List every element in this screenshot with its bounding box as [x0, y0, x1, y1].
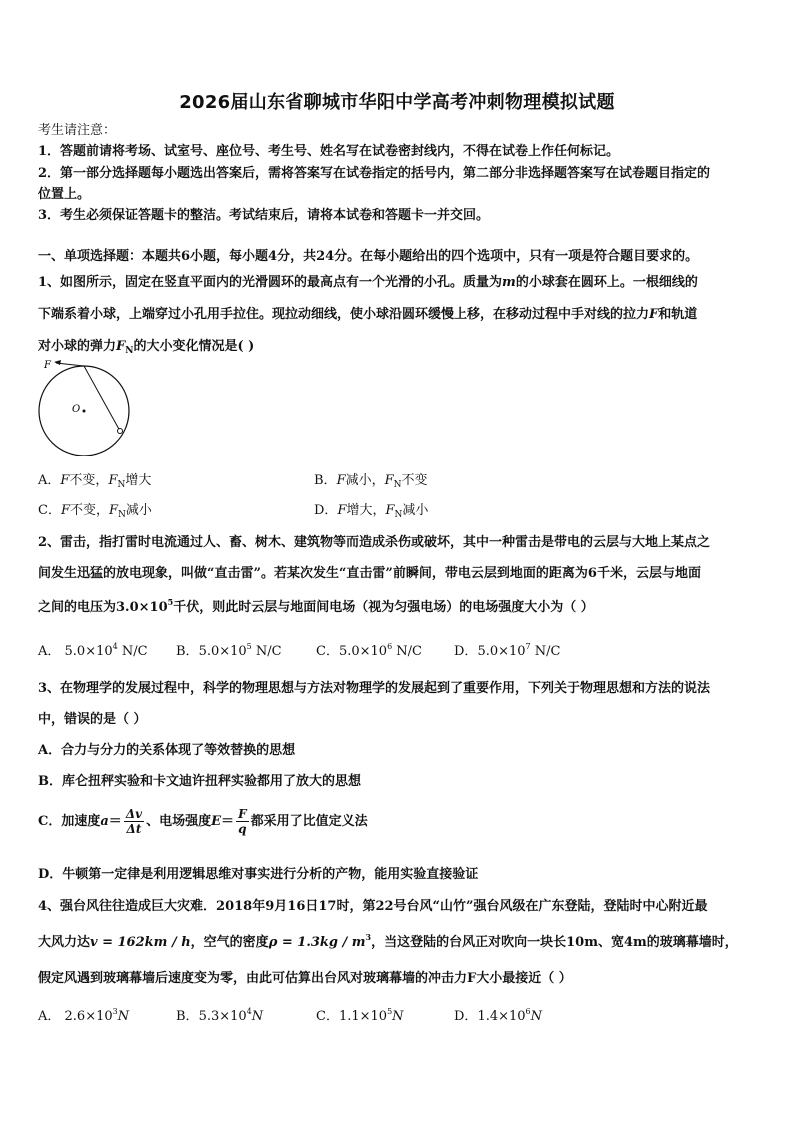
q4-line-3: 假定风遇到玻璃幕墙后速度变为零，由此可估算出台风对玻璃幕墙的冲击力F大小最接近（ ） — [38, 971, 572, 986]
q1-option-c[interactable]: C．F不变，$F_N$减小 — [38, 503, 152, 520]
notice-item-1: 1．答题前请将考场、试室号、座位号、考生号、姓名写在试卷密封线内，不得在试卷上作任何标记。 — [38, 144, 620, 159]
q2-option-b[interactable]: B．$5.0\times 10^5$ N/C — [176, 642, 282, 659]
notice-item-2: 2．第一部分选择题每小题选出答案后，需将答案写在试卷指定的括号内，第二部分非选择题答案写在试卷题目指定的 — [38, 166, 711, 181]
center-point — [83, 410, 86, 413]
notice-item-3: 3．考生必须保证答题卡的整洁。考试结束后，请将本试卷和答题卡一并交回。 — [38, 208, 490, 223]
q1-option-a[interactable]: A．F不变，$F_N$增大 — [38, 473, 152, 490]
q4-option-c[interactable]: C．$1.1\times 10^5N$ — [316, 1007, 404, 1024]
q1-option-b[interactable]: B．F减小，$F_N$不变 — [314, 473, 428, 490]
q3-line-1: 3、在物理学的发展过程中，科学的物理思想与方法对物理学的发展起到了重要作用，下列关于物理思想和方法的说法 — [38, 681, 711, 696]
q3-line-2: 中，错误的是（ ） — [38, 712, 147, 727]
notice-heading: 考生请注意： — [38, 123, 117, 138]
label-F: F — [44, 360, 51, 371]
ring-diagram — [36, 356, 136, 456]
q3-option-c[interactable]: C．加速度a＝ $\frac{\Delta v}{\Delta t}$ 、电场强度E＝ $\frac{F}{q}$ 都采用了比值定义法 — [38, 807, 368, 836]
thread-line — [84, 366, 120, 431]
pull-arrowhead — [54, 360, 61, 365]
q3-option-b[interactable]: B．库仑扭秤实验和卡文迪许扭秤实验都用了放大的思想 — [38, 774, 361, 789]
fraction-dv-dt: $\frac{\Delta v}{\Delta t}$ — [125, 807, 143, 836]
q2-option-d[interactable]: D．$5.0\times 10^7$ N/C — [454, 642, 561, 659]
fraction-f-q: $\frac{F}{q}$ — [238, 807, 247, 836]
q4-option-a[interactable]: A． $2.6\times 10^3N$ — [38, 1007, 130, 1024]
q4-line-1: 4、强台风往往造成巨大灾难．2018年9月16日17时，第22号台风“山竹”强台风级在广东登陆，登陆时中心附近最 — [38, 899, 708, 914]
q1-line-2: 下端系着小球，上端穿过小孔用手拉住。现拉动细线，使小球沿圆环缓慢上移，在移动过程中手对线的拉力F和轨道 — [38, 307, 698, 322]
q2-line-2: 间发生迅猛的放电现象，叫做“直击雷”。若某次发生“直击雷”前瞬间，带电云层到地面的距离为6千米，云层与地面 — [38, 566, 701, 581]
label-O: O — [72, 404, 81, 415]
q4-line-2: 大风力达v = 162km / h，空气的密度$\rho = 1.3kg / m^3$，当这登陆的台风正对吹向一块长10m、宽4m的玻璃幕墙时， — [38, 932, 738, 950]
q3-option-a[interactable]: A．合力与分力的关系体现了等效替换的思想 — [38, 743, 296, 758]
section-heading: 一、单项选择题：本题共6小题，每小题4分，共24分。在每小题给出的四个选项中，只有一项是符合题目要求的。 — [38, 249, 699, 264]
q4-option-b[interactable]: B．$5.3\times 10^4N$ — [176, 1007, 264, 1024]
q4-option-d[interactable]: D．$1.4\times 10^6N$ — [454, 1007, 543, 1024]
notice-item-2-continued: 位置上。 — [38, 187, 91, 202]
q1-option-d[interactable]: D．F增大，$F_N$减小 — [314, 503, 429, 520]
ball-marker — [118, 429, 123, 434]
q2-line-3: 之间的电压为$3.0\times 10^5$千伏，则此时云层与地面间电场（视为匀强电场）的电场强度大小为（ ） — [38, 597, 594, 615]
q1-line-3: 对小球的弹力$F_N$的大小变化情况是( ) — [38, 339, 255, 356]
q2-option-a[interactable]: A． $5.0\times 10^4$ N/C — [38, 642, 148, 659]
q2-line-1: 2、雷击，指打雷时电流通过人、畜、树木、建筑物等而造成杀伤或破坏，其中一种雷击是带电的云层与大地上某点之 — [38, 535, 711, 550]
page-title: 2026届山东省聊城市华阳中学高考冲刺物理模拟试题 — [179, 92, 615, 113]
q2-option-c[interactable]: C．$5.0\times 10^6$ N/C — [316, 642, 422, 659]
q3-option-d[interactable]: D．牛顿第一定律是利用逻辑思维对事实进行分析的产物，能用实验直接验证 — [38, 867, 479, 882]
q1-line-1: 1、如图所示，固定在竖直平面内的光滑圆环的最高点有一个光滑的小孔。质量为m的小球套在圆环上。一根细线的 — [38, 275, 698, 290]
